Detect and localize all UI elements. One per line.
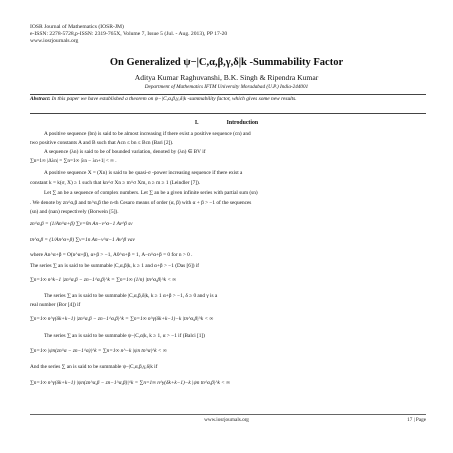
body-line: two positive constants A and B such that Acn ≤ bn ≤ Bcn (Bari [2]). [30,140,174,146]
paper-authors: Aditya Kumar Raghuvanshi, B.K. Singh & Ripendra Kumar [134,73,319,82]
body-line: . We denote by zn^α,β and tn^α,β the n-th Cesaro means of order (α, β) with α + β > −1 of the sequences [30,200,252,206]
footer-page-number: 17 | Page [407,417,426,423]
body-line: And the series ∑ an is said to be summable ψ−|C,α,β,γ,δ|k if [30,364,158,370]
body-line: (sn) and (nan) respectively (Borwein [5]). [30,209,119,215]
body-line: The series ∑ an is said to be summable ψ−|C,α|k, k ≥ 1, α > −1 if (Balci [1]) [44,333,205,339]
paper-affiliation: Department of Mathematics IFTM University Moradabad (U.P.) India-244001 [144,84,309,90]
abstract-top-rule [30,94,426,95]
abstract-bottom-rule [30,113,426,114]
body-line: real number (Bor [4]) if [30,302,81,308]
body-line: A positive sequence X = (Xn) is said to be quasi-σ -power increasing sequence if there exist a [44,170,243,176]
abstract [30,96,426,103]
body-line: The series ∑ an is said to be summable |C,α,β,δ|k, k ≥ 1 α+β > −1, δ ≥ 0 and γ is a [44,293,218,299]
equation: ∑n=1∞ |ψn(zn^α − zn−1^α)|^k = ∑n=1∞ n^−k |ψn tn^α|^k < ∞ [30,348,167,354]
equation: ∑n=1∞ n^k−1 |zn^α,β − zn−1^α,β|^k = ∑n=1∞ (1/n) |tn^α,β|^k < ∞ [30,277,177,283]
equation: ∑n=1∞ n^γ(δk+k−1) |ψn(zn^α,β − zn−1^α,β)|^k = ∑n=1∞ n^γ(δk+k−1)−k |ψn tn^α,β|^k < ∞ [30,380,230,386]
section-heading [0,120,453,126]
journal-header [30,24,227,45]
equation: ∑n=1∞ n^γ(δk+k−1) |zn^α,β − zn−1^α,β|^k = ∑n=1∞ n^γ(δk+k−1)−k |tn^α,β|^k < ∞ [30,316,214,322]
abstract-label: Abstract: [30,96,51,102]
equation: zn^α,β = (1/An^α+β) ∑v=0n An−v^α−1 Av^β sv [30,221,133,227]
body-line: where An^α+β = O(n^α+β), α+β > −1, A0^α+β = 1, A−n^α+β = 0 for n > 0 . [30,252,193,258]
body-line: A sequence (λn) is said to be of bounded variation, denoted by (λn) ∈ BV if [44,149,206,155]
body-line: A positive sequence (bn) is said to be almost increasing if there exist a positive sequence (cn) and [44,131,251,137]
section-title: Introduction [226,120,259,126]
equation: tn^α,β = (1/An^α+β) ∑v=1n An−v^α−1 Av^β vav [30,237,135,243]
section-number: I. [194,120,199,126]
body-line: ∑n=1∞ |Δλn| = ∑n=1∞ |λn − λn+1| < ∞ . [30,158,117,164]
abstract-text: In this paper we have established a theorem on ψ−|C,α,β,γ,δ|k -summability factor, which gives some new results. [50,96,297,102]
body-line: Let ∑ an be a sequence of complex numbers. Let ∑ an be a given infinite series with partial sum (sn) [44,190,258,196]
paper-title: On Generalized ψ−|C,α,β,γ,δ|k -Summability Factor [109,57,344,68]
footer-rule [30,414,426,415]
footer-url: www.iosrjournals.org [204,417,249,423]
body-line: The series ∑ an is said to be summable |C,α,β|k, k ≥ 1 and α+β > −1 (Das [6]) if [30,263,200,269]
journal-url: www.iosrjournals.org [30,38,79,44]
body-line: constant k = k(σ, X) ≥ 1 such that kn^σ Xn ≥ m^σ Xm, n ≥ m ≥ 1 (Leindler [7]). [30,180,201,186]
journal-issn: e-ISSN: 2278-5728,p-ISSN: 2319-765X, Volume 7, Issue 5 (Jul. - Aug. 2013), PP 17-20 [30,31,228,37]
journal-name: IOSR Journal of Mathematics (IOSR-JM) [30,24,124,30]
